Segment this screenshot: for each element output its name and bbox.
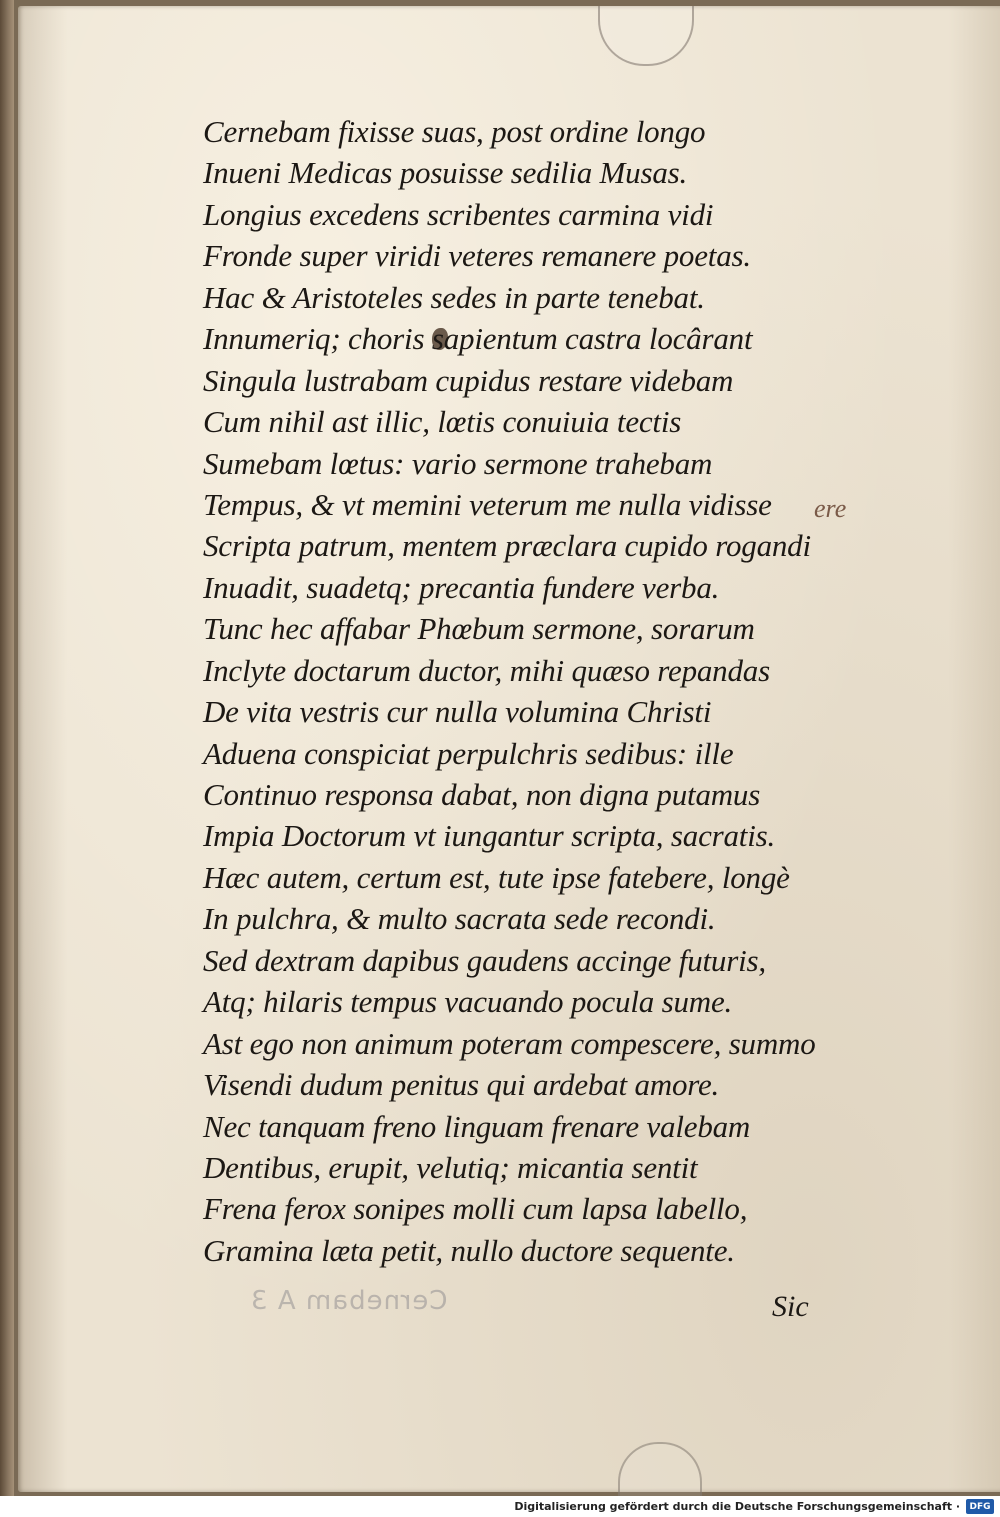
pencil-signature: Cernebam A 3: [250, 1286, 448, 1316]
verse-block: [203, 111, 843, 1271]
verse-line: Longius excedens scribentes carmina vidi: [203, 196, 714, 232]
verse-line: Hac & Aristoteles sedes in parte tenebat.: [203, 279, 705, 315]
dfg-logo-icon: DFG: [966, 1499, 994, 1514]
verse-line: Singula lustrabam cupidus restare videbam: [203, 362, 734, 398]
verse-line: Inueni Medicas posuisse sedilia Musas.: [203, 155, 688, 191]
verse-line: Sumebam lœtus: vario sermone trahebam: [203, 445, 713, 481]
verse-line: Aduena conspiciat perpulchris sedibus: ille: [203, 735, 734, 771]
verse-line: De vita vestris cur nulla volumina Christi: [203, 694, 712, 730]
verse-line: Impia Doctorum vt iungantur scripta, sacratis.: [203, 818, 776, 854]
clip-top-mark: [598, 6, 694, 66]
verse-line: Atq; hilaris tempus vacuando pocula sume.: [203, 984, 733, 1020]
verse-line: Visendi dudum penitus qui ardebat amore.: [203, 1067, 720, 1103]
verse-line: Innumeriq; choris sapientum castra locârant: [203, 321, 753, 357]
verse-line: Dentibus, erupit, velutiq; micantia sentit: [203, 1149, 698, 1185]
verse-line: Inuadit, suadetq; precantia fundere verba.: [203, 569, 720, 605]
verse-line: In pulchra, & multo sacrata sede recondi.: [203, 901, 716, 937]
verse-line: Frena ferox sonipes molli cum lapsa labello,: [203, 1191, 748, 1227]
verse-line: Ast ego non animum poteram compescere, summo: [203, 1025, 816, 1061]
verse-line: Continuo responsa dabat, non digna putamus: [203, 777, 761, 812]
clip-bottom-mark: [618, 1442, 702, 1504]
verse-line: Fronde super viridi veteres remanere poetas.: [203, 238, 751, 274]
verse-line: Tunc hec affabar Phœbum sermone, sorarum: [203, 611, 755, 647]
verse-line: Nec tanquam freno linguam frenare valebam: [203, 1108, 751, 1144]
book-cover-edge: [0, 0, 14, 1496]
verse-line: Gramina læta petit, nullo ductore sequente.: [203, 1232, 735, 1268]
verse-line: Scripta patrum, mentem præclara cupido rogandi: [203, 528, 811, 564]
verse-line: Cum nihil ast illic, lœtis conuiuia tectis: [203, 404, 682, 440]
verse-line: Tempus, & vt memini veterum me nulla vidisse: [203, 486, 772, 522]
verse-line: Sed dextram dapibus gaudens accinge futuris,: [203, 942, 766, 978]
margin-note: ere: [814, 494, 847, 523]
verse-line: Hæc autem, certum est, tute ipse fatebere, longè: [203, 859, 790, 895]
catchword: Sic: [772, 1290, 809, 1323]
verse-line: Inclyte doctarum ductor, mihi quæso repandas: [203, 652, 770, 688]
verse-line: Cernebam fixisse suas, post ordine longo: [203, 114, 706, 149]
footer-credit: Digitalisierung gefördert durch die Deutsche Forschungsgemeinschaft ·: [514, 1500, 960, 1513]
